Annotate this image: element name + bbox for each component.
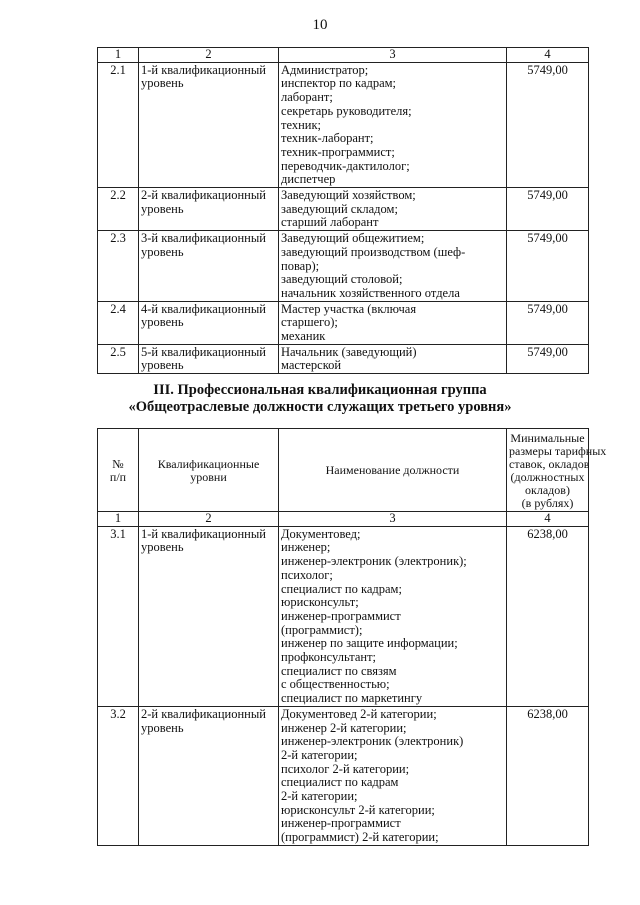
text-line: специалист по кадрам; (281, 581, 402, 596)
text-line: секретарь руководителя; (281, 103, 412, 118)
qualification-level (139, 188, 279, 231)
text-line: уровень (141, 244, 184, 259)
text-line: уровни (190, 469, 227, 484)
table1-body (98, 48, 589, 374)
salary-value: 5749,00 (507, 344, 589, 373)
text-line: Документовед; (281, 526, 361, 541)
text-line: психолог 2-й категории; (281, 761, 410, 776)
text-line: 2-й квалификационный (141, 188, 266, 203)
section-heading-line: III. Профессиональная квалификационная группа (153, 382, 487, 398)
salary-value: 6238,00 (507, 706, 589, 845)
text-line: 2-й квалификационный (141, 706, 266, 721)
table-header-row (98, 429, 589, 512)
text-line: уровень (141, 76, 184, 91)
text-line: заведующий производством (шеф- (281, 244, 466, 259)
text-line: юрисконсульт 2-й категории; (281, 802, 435, 817)
header-salary (507, 429, 607, 512)
text-line: 2-й категории; (281, 747, 358, 762)
salary-value: 6238,00 (507, 526, 589, 706)
text-line: инженер-программист (281, 608, 401, 623)
column-number: 2 (139, 512, 279, 527)
table-row (98, 526, 589, 706)
header-num (98, 429, 139, 512)
column-number: 1 (98, 48, 139, 63)
position-list (279, 301, 507, 344)
text-line: начальник хозяйственного отдела (281, 285, 460, 300)
qualification-level (139, 526, 279, 706)
text-line: инженер по защите информации; (281, 636, 458, 651)
text-line: 5-й квалификационный (141, 344, 266, 359)
section-heading (0, 382, 640, 416)
text-line: инженер 2-й категории; (281, 720, 407, 735)
text-line: Заведующий общежитием; (281, 231, 425, 246)
salary-value: 5749,00 (507, 231, 589, 302)
text-line: инженер-программист (281, 816, 401, 831)
text-line: размеры тарифных (509, 443, 607, 458)
text-line: Наименование должности (325, 463, 460, 477)
row-number: 2.4 (98, 301, 139, 344)
column-number-row (98, 48, 589, 63)
text-line: 1-й квалификационный (141, 62, 266, 77)
qualification-level (139, 231, 279, 302)
text-line: диспетчер (281, 172, 336, 187)
qualification-level (139, 62, 279, 187)
text-line: (в рублях) (521, 495, 574, 510)
text-line: инженер-электроник (электроник); (281, 554, 467, 569)
column-number: 3 (279, 512, 507, 527)
text-line: инженер; (281, 540, 331, 555)
column-number: 1 (98, 512, 139, 527)
column-number: 2 (139, 48, 279, 63)
text-line: техник-лаборант; (281, 131, 374, 146)
table-row (98, 231, 589, 302)
text-line: старшего); (281, 315, 338, 330)
row-number: 2.2 (98, 188, 139, 231)
column-number: 4 (507, 48, 589, 63)
position-list (279, 231, 507, 302)
text-line: Минимальные (510, 430, 585, 445)
text-line: уровень (141, 201, 184, 216)
text-line: старший лаборант (281, 215, 379, 230)
position-list (279, 62, 507, 187)
position-list (279, 526, 507, 706)
row-number: 2.5 (98, 344, 139, 373)
row-number: 3.1 (98, 526, 139, 706)
position-list (279, 706, 507, 845)
text-line: Начальник (заведующий) (281, 344, 417, 359)
table-row (98, 188, 589, 231)
text-line: уровень (141, 315, 184, 330)
qualification-level (139, 344, 279, 373)
text-line: профконсультант; (281, 650, 377, 665)
text-line: Администратор; (281, 62, 369, 77)
table-row (98, 301, 589, 344)
table-row (98, 706, 589, 845)
text-line: специалист по маркетингу (281, 691, 423, 706)
qualification-level (139, 301, 279, 344)
text-line: 4-й квалификационный (141, 301, 266, 316)
text-line: № (112, 456, 124, 471)
text-line: специалист по кадрам (281, 775, 399, 790)
position-list (279, 344, 507, 373)
section-heading-line: «Общеотраслевые должности служащих третьего уровня» (128, 399, 512, 415)
row-number: 2.3 (98, 231, 139, 302)
text-line: Документовед 2-й категории; (281, 706, 437, 721)
salary-value: 5749,00 (507, 62, 589, 187)
text-line: переводчик-дактилолог; (281, 158, 410, 173)
text-line: инспектор по кадрам; (281, 76, 397, 91)
text-line: заведующий складом; (281, 201, 398, 216)
text-line: уровень (141, 540, 184, 555)
header-level (139, 429, 279, 512)
table2-body (98, 429, 607, 846)
column-number: 3 (279, 48, 507, 63)
salary-value: 5749,00 (507, 301, 589, 344)
text-line: 1-й квалификационный (141, 526, 266, 541)
text-line: Квалификационные (157, 456, 260, 471)
text-line: заведующий столовой; (281, 272, 403, 287)
text-line: инженер-электроник (электроник) (281, 734, 464, 749)
text-line: ставок, окладов (509, 456, 590, 471)
salary-value: 5749,00 (507, 188, 589, 231)
table-row (98, 344, 589, 373)
text-line: (должностных (510, 469, 585, 484)
row-number: 2.1 (98, 62, 139, 187)
position-list (279, 188, 507, 231)
text-line: мастерской (281, 358, 342, 373)
table-row (98, 62, 589, 187)
qualification-table-group-2 (97, 47, 589, 374)
text-line: юрисконсульт; (281, 595, 359, 610)
text-line: уровень (141, 358, 184, 373)
text-line: Мастер участка (включая (281, 301, 417, 316)
column-number: 4 (507, 512, 589, 527)
qualification-table-group-3 (97, 428, 607, 846)
column-number-row (98, 512, 589, 527)
page-number: 10 (312, 17, 328, 33)
header-position (279, 429, 507, 512)
text-line: техник-программист; (281, 144, 395, 159)
text-line: повар); (281, 258, 320, 273)
text-line: п/п (109, 469, 127, 484)
qualification-level (139, 706, 279, 845)
text-line: окладов) (525, 482, 570, 497)
text-line: с общественностью; (281, 677, 390, 692)
text-line: лаборант; (281, 90, 333, 105)
row-number: 3.2 (98, 706, 139, 845)
text-line: специалист по связям (281, 663, 397, 678)
text-line: (программист); (281, 622, 363, 637)
text-line: уровень (141, 720, 184, 735)
text-line: (программист) 2-й категории; (281, 830, 439, 845)
text-line: 2-й категории; (281, 789, 358, 804)
text-line: психолог; (281, 567, 333, 582)
text-line: механик (281, 329, 326, 344)
text-line: 3-й квалификационный (141, 231, 266, 246)
text-line: техник; (281, 117, 322, 132)
text-line: Заведующий хозяйством; (281, 188, 416, 203)
